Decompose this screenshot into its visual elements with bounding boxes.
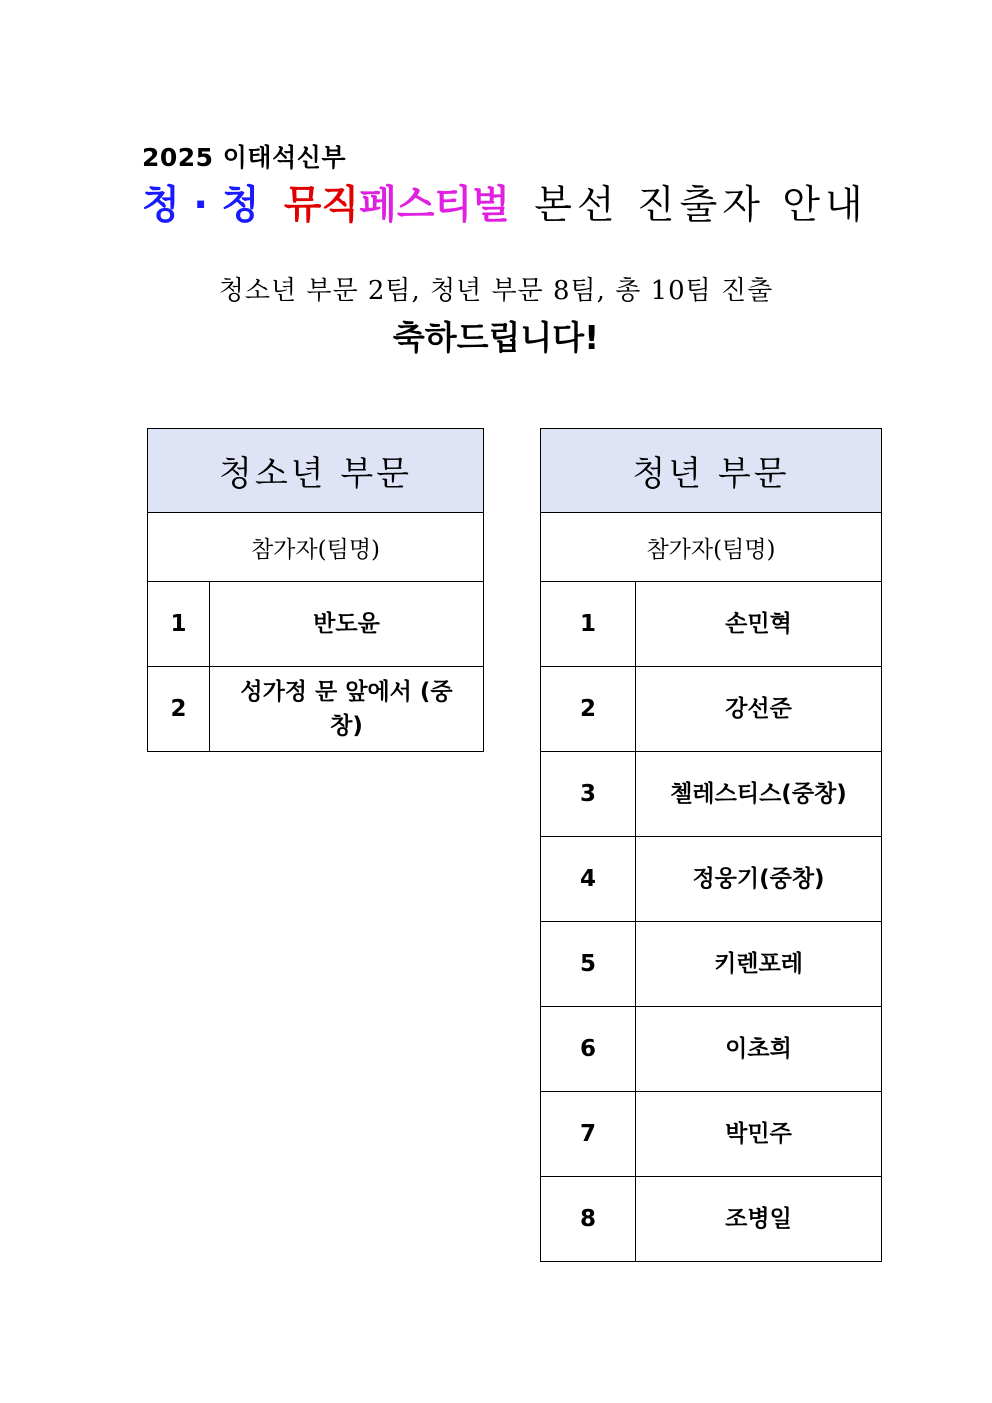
page-title bbox=[142, 180, 868, 232]
title-music: 뮤직 bbox=[283, 183, 360, 228]
row-number: 4 bbox=[541, 837, 636, 922]
table-row bbox=[541, 1007, 882, 1092]
youth-table-title: 청소년 부문 bbox=[148, 429, 484, 513]
participant-name: 반도윤 bbox=[210, 582, 484, 667]
young-column-header: 참가자(팀명) bbox=[541, 513, 882, 582]
table-row bbox=[541, 922, 882, 1007]
table-row bbox=[148, 582, 484, 667]
youth-division-table bbox=[147, 428, 484, 752]
participant-name: 박민주 bbox=[636, 1092, 882, 1177]
title-announcement: 본선 진출자 안내 bbox=[534, 183, 868, 228]
row-number: 1 bbox=[541, 582, 636, 667]
participant-name: 강선준 bbox=[636, 667, 882, 752]
row-number: 6 bbox=[541, 1007, 636, 1092]
row-number: 5 bbox=[541, 922, 636, 1007]
row-number: 2 bbox=[541, 667, 636, 752]
row-number: 8 bbox=[541, 1177, 636, 1262]
event-year-subtitle: 2025 이태석신부 bbox=[142, 143, 347, 172]
participant-name: 첼레스티스(중창) bbox=[636, 752, 882, 837]
row-number: 3 bbox=[541, 752, 636, 837]
participant-name: 손민혁 bbox=[636, 582, 882, 667]
row-number: 1 bbox=[148, 582, 210, 667]
title-cheong-cheong: 청 · 청 bbox=[142, 183, 260, 228]
table-row bbox=[541, 752, 882, 837]
young-adult-division-table bbox=[540, 428, 882, 1262]
young-table-title: 청년 부문 bbox=[541, 429, 882, 513]
table-row bbox=[541, 667, 882, 752]
table-row bbox=[541, 837, 882, 922]
participant-name: 키렌포레 bbox=[636, 922, 882, 1007]
participant-name: 성가정 문 앞에서 (중창) bbox=[210, 667, 484, 752]
title-festival: 페스티벌 bbox=[359, 183, 510, 228]
table-row bbox=[148, 667, 484, 752]
table-row bbox=[541, 582, 882, 667]
table-row bbox=[541, 1177, 882, 1262]
youth-column-header: 참가자(팀명) bbox=[148, 513, 484, 582]
table-row bbox=[541, 1092, 882, 1177]
row-number: 7 bbox=[541, 1092, 636, 1177]
participant-name: 이초희 bbox=[636, 1007, 882, 1092]
participant-name: 조병일 bbox=[636, 1177, 882, 1262]
summary-line: 청소년 부문 2팀, 청년 부문 8팀, 총 10팀 진출 bbox=[218, 276, 774, 306]
congratulations-text: 축하드립니다! bbox=[392, 318, 600, 357]
row-number: 2 bbox=[148, 667, 210, 752]
participant-name: 정웅기(중창) bbox=[636, 837, 882, 922]
